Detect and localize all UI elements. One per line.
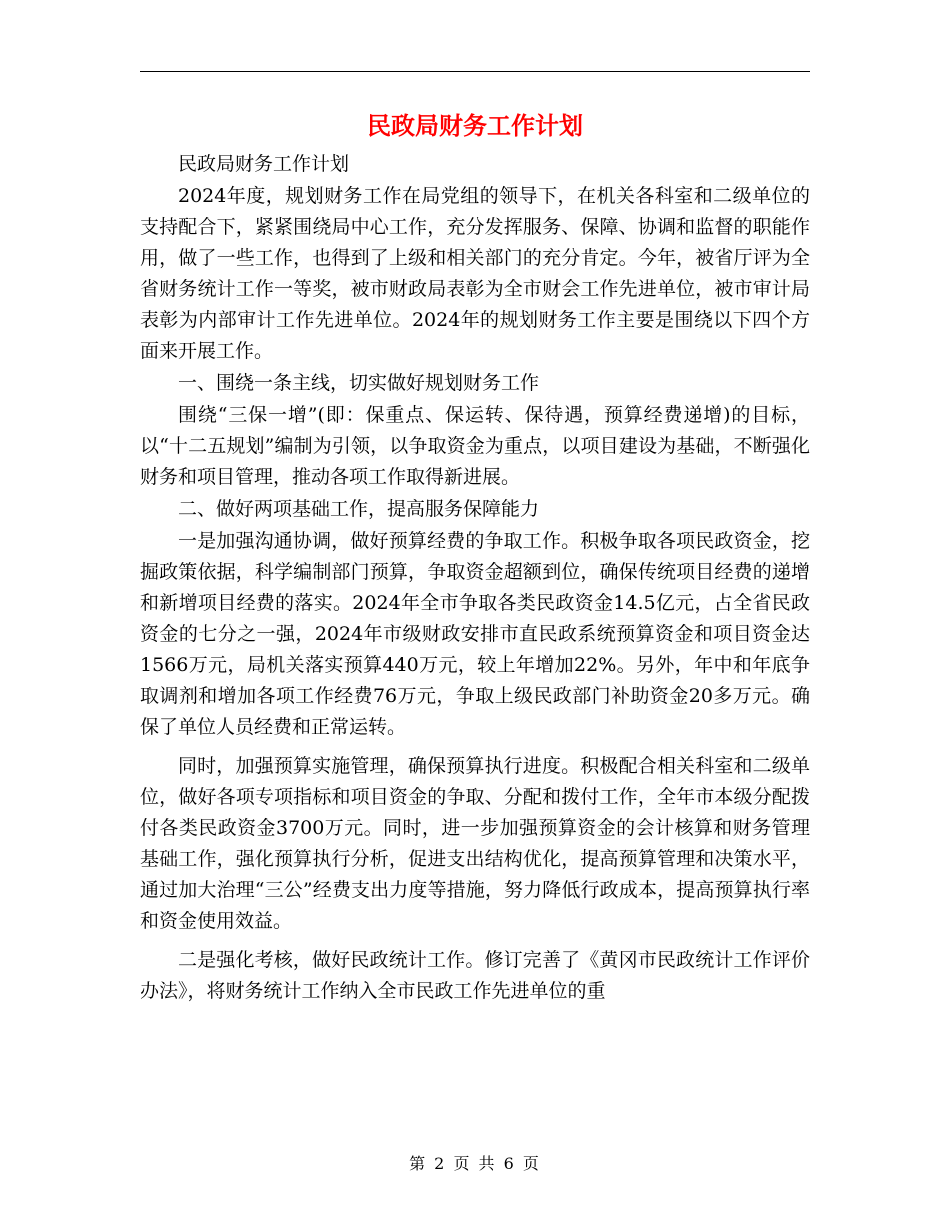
paragraph-execution: 同时，加强预算实施管理，确保预算执行进度。积极配合相关科室和二级单位，做好各项专项指标和项目资金的争取、分配和拨付工作，全年市本级分配拨付各类民政资金3700万元。同时，进一步加强预算资金的会计核算和财务管理基础工作，强化预算执行分析，促进支出结构优化，提高预算管理和决策水平，通过加大治理“三公”经费支出力度等措施，努力降低行政成本，提高预算执行率和资金使用效益。 (140, 755, 810, 932)
document-body (140, 149, 810, 1019)
paragraph-statistics: 二是强化考核，做好民政统计工作。修订完善了《黄冈市民政统计工作评价办法》，将财务统计工作纳入全市民政工作先进单位的重 (140, 949, 810, 1002)
document-title: 民政局财务工作计划 (367, 111, 583, 140)
paragraph-budget: 一是加强沟通协调，做好预算经费的争取工作。积极争取各项民政资金，挖掘政策依据，科学编制部门预算，争取资金超额到位，确保传统项目经费的递增和新增项目经费的落实。2024年全市争取各类民政资金14.5亿元，占全省民政资金的七分之一强，2024年市级财政安排市直民政系统预算资金和项目资金达1566万元，局机关落实预算440万元，较上年增加22%。另外，年中和年底争取调剂和增加各项工作经费76万元，争取上级民政部门补助资金20多万元。确保了单位人员经费和正常运转。 (140, 530, 810, 738)
paragraph-section-1: 围绕“三保一增”(即：保重点、保运转、保待遇，预算经费递增)的目标，以“十二五规划”编制为引领，以争取资金为重点，以项目建设为基础，不断强化财务和项目管理，推动各项工作取得新进展。 (140, 404, 810, 488)
header-rule (140, 71, 810, 72)
section-heading-2: 二、做好两项基础工作，提高服务保障能力 (178, 498, 540, 520)
paragraph-intro: 2024年度，规划财务工作在局党组的领导下，在机关各科室和二级单位的支持配合下，紧紧围绕局中心工作，充分发挥服务、保障、协调和监督的职能作用，做了一些工作，也得到了上级和相关部门的充分肯定。今年，被省厅评为全省财务统计工作一等奖，被市财政局表彰为全市财会工作先进单位，被市审计局表彰为内部审计工作先进单位。2024年的规划财务工作主要是围绕以下四个方面来开展工作。 (140, 185, 810, 362)
page-number: 第 2 页 共 6 页 (409, 1154, 541, 1173)
paragraph-subtitle: 民政局财务工作计划 (178, 153, 350, 175)
section-heading-1: 一、围绕一条主线，切实做好规划财务工作 (178, 372, 540, 394)
